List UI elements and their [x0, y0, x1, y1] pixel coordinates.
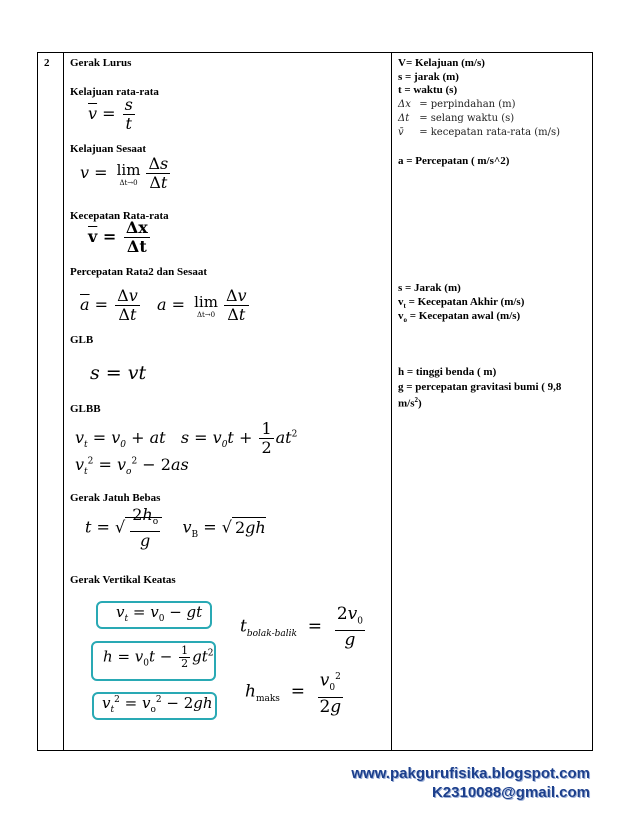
table-bottom-border: [37, 750, 592, 751]
def-t: t = waktu (s): [398, 84, 458, 96]
formula-vt-squared: $v_t^2 = v_o^2 - 2gh$: [102, 694, 213, 715]
formula-kecepatan-rata-rata: $\overline{v}$ = $\frac{\Delta x}{\Delta t}$: [88, 218, 148, 256]
table-col-divider-1: [63, 52, 64, 751]
defs-image: [398, 98, 560, 140]
heading-kelajuan-sesaat: Kelajuan Sesaat: [70, 143, 147, 155]
section-title: Gerak Lurus: [70, 57, 132, 69]
formula-h-maks: $h_{maks}$ = $\frac{v_0^2}{2g}$: [245, 668, 345, 716]
def-s: s = jarak (m): [398, 71, 459, 83]
table-top-border: [37, 52, 592, 53]
formula-jatuh-bebas: t = √ $\frac{2h_o}{g}$ $v_B$ = √ 2gh: [85, 505, 266, 551]
table-left-border: [37, 52, 38, 751]
def-vbar: v̄ = kecepatan rata-rata (m/s): [398, 127, 560, 138]
formula-vt: $v_t = v_0$ − gt: [116, 603, 203, 624]
footer-website: www.pakgurufisika.blogspot.com: [351, 765, 590, 782]
def-g: g = percepatan gravitasi bumi ( 9,8 $m/s^2$): [398, 381, 562, 410]
formula-kelajuan-rata-rata: $\overline{v}$ = $\frac{s}{t}$: [88, 95, 133, 133]
heading-glbb: GLBB: [70, 403, 101, 415]
formula-glb: s = vt: [90, 362, 147, 384]
heading-glb: GLB: [70, 334, 94, 346]
table-col-divider-2: [391, 52, 392, 751]
h-maks-subscript: maks: [255, 693, 280, 704]
def-s-jarak: s = Jarak (m): [398, 282, 461, 294]
def-a: a = Percepatan ( m/s^2): [398, 155, 510, 167]
def-dx: Δx = perpindahan (m): [398, 99, 516, 110]
t-bolak-balik-subscript: bolak-balik: [246, 629, 297, 640]
heading-kelajuan-rata-rata: Kelajuan rata-rata: [70, 86, 159, 98]
def-vo: $v_o$ = Kecepatan awal (m/s): [398, 310, 521, 325]
heading-jatuh-bebas: Gerak Jatuh Bebas: [70, 492, 161, 504]
formula-glbb-velocity: $v_t = v_0$ + at $s = v_0t$ + $\frac{1}{2}$ $at^2$: [75, 419, 298, 457]
heading-kecepatan-rata-rata: Kecepatan Rata-rata: [70, 210, 169, 222]
row-number: 2: [44, 57, 50, 69]
footer-email: K2310088@gmail.com: [431, 784, 590, 801]
table-right-border: [592, 52, 593, 751]
formula-percepatan: $\overline{a}$ = $\frac{\Delta v}{\Delta t}$ a = lim Δt→0 $\frac{\Delta v}{\Delta t}$: [80, 286, 247, 324]
def-vt: $v_t$ = Kecepatan Akhir (m/s): [398, 296, 525, 311]
heading-percepatan: Percepatan Rata2 dan Sesaat: [70, 266, 207, 278]
formula-kelajuan-sesaat: v = lim Δt→0 $\frac{\Delta s}{\Delta t}$: [80, 154, 169, 192]
def-h: h = tinggi benda ( m): [398, 366, 497, 378]
formula-t-bolak-balik: $t_{bolak-balik}$ = $\frac{2v_0}{g}$: [240, 604, 363, 651]
formula-glbb-velocity-squared: $v_t^2 = v_o^2 - 2as$: [75, 455, 189, 478]
heading-vertikal-keatas: Gerak Vertikal Keatas: [70, 574, 176, 586]
def-v: V= Kelajuan (m/s): [398, 57, 485, 69]
def-dt: Δt = selang waktu (s): [398, 113, 515, 124]
formula-h: $h = v_0t$ − $\frac{1}{2}$ $gt^2$: [103, 644, 214, 670]
